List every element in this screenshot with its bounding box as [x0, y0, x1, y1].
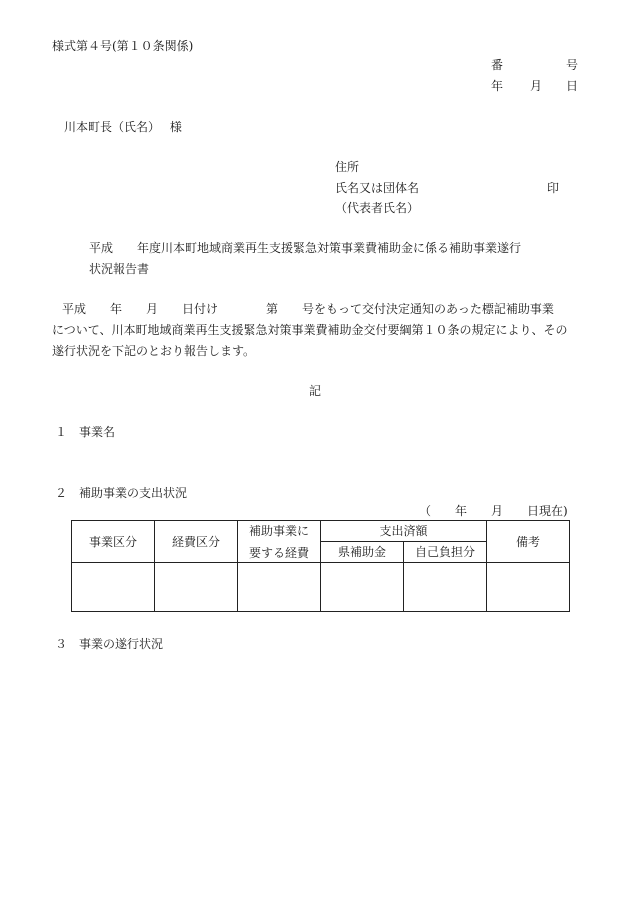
address-label: 住所	[335, 160, 360, 174]
body-text-line2: について、川本町地域商業再生支援緊急対策事業費補助金交付要綱第１０条の規定により、その	[52, 323, 568, 337]
header-expense-category: 経費区分	[155, 521, 238, 563]
cell-notes[interactable]	[487, 563, 570, 612]
doc-number-suffix: 号	[566, 58, 579, 72]
date-year-label: 年	[491, 79, 504, 93]
header-business-category: 事業区分	[72, 521, 155, 563]
section-business-name: １ 事業名	[55, 425, 116, 439]
header-prefecture-subsidy: 県補助金	[321, 542, 404, 563]
header-required-expense-line2: 要する経費	[248, 545, 309, 560]
name-label: 氏名又は団体名	[335, 181, 420, 195]
body-text-line3: 遂行状況を下記のとおり報告します。	[52, 344, 256, 358]
cell-business-category[interactable]	[72, 563, 155, 612]
document-title-line2: 状況報告書	[89, 262, 150, 276]
seal-label: 印	[547, 181, 560, 195]
header-required-expense-line1: 補助事業に	[248, 523, 309, 538]
cell-expense-category[interactable]	[155, 563, 238, 612]
date-day-label: 日	[566, 79, 579, 93]
date-month-label: 月	[530, 79, 543, 93]
header-notes: 備考	[487, 521, 570, 563]
representative-label: （代表者氏名）	[335, 201, 420, 215]
form-number: 様式第４号(第１０条関係)	[52, 39, 194, 53]
header-self-burden: 自己負担分	[404, 542, 487, 563]
body-text-line1: 平成 年 月 日付け 第 号をもって交付決定通知のあった標記補助事業	[62, 302, 554, 316]
document-title-line1: 平成 年度川本町地域商業再生支援緊急対策事業費補助金に係る補助事業遂行	[89, 241, 522, 255]
header-paid-amount: 支出済額	[321, 521, 487, 542]
cell-prefecture-subsidy[interactable]	[321, 563, 404, 612]
addressee: 川本町長（氏名） 様	[64, 120, 182, 134]
header-required-expense	[238, 521, 321, 563]
doc-number-label: 番	[491, 58, 504, 72]
expense-table	[71, 520, 570, 612]
as-of-date: （ 年 月 日現在)	[419, 504, 568, 518]
ki-heading: 記	[309, 384, 322, 398]
section-expense-status: ２ 補助事業の支出状況	[55, 486, 188, 500]
cell-self-burden[interactable]	[404, 563, 487, 612]
table-row	[72, 563, 570, 612]
section-progress-status: ３ 事業の遂行状況	[55, 637, 164, 651]
cell-required-expense[interactable]	[238, 563, 321, 612]
